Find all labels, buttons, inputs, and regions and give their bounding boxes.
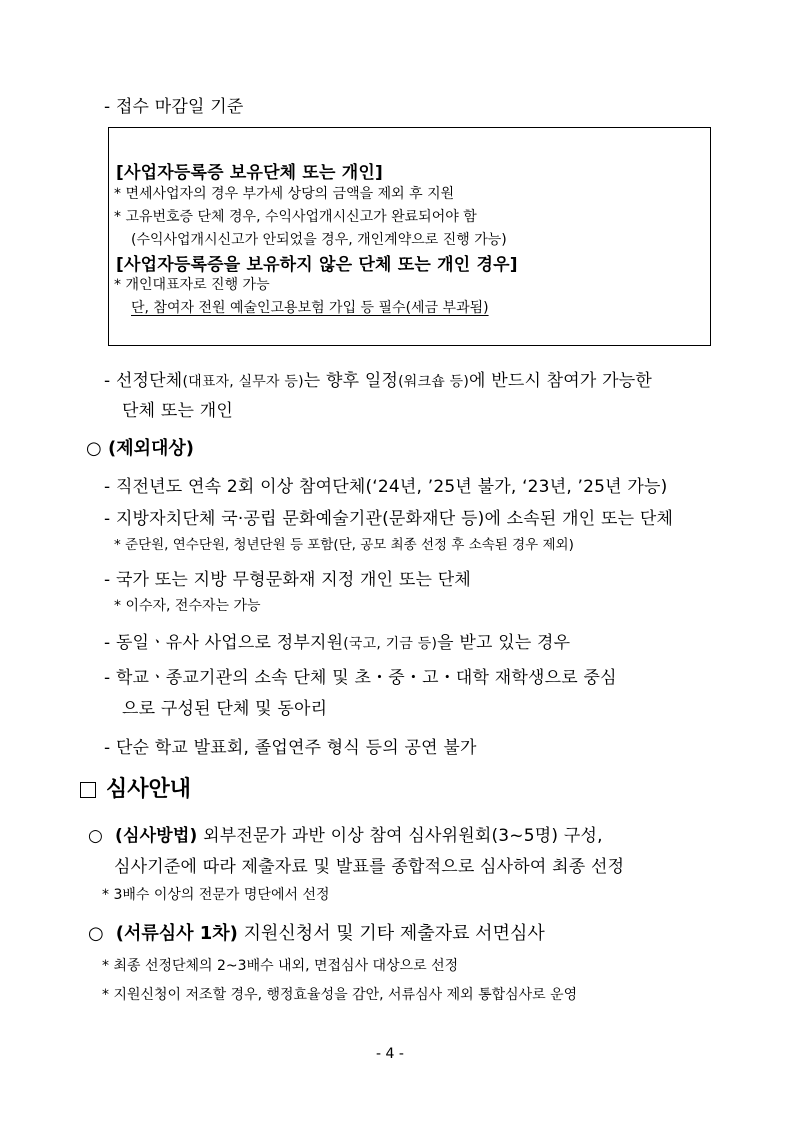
exclusion-note-2: * 준단원, 연수단원, 청년단원 등 포함(단, 공모 최종 선정 후 소속된 경우 제외) — [114, 537, 574, 553]
box-item-3b: 단, 참여자 전원 예술인고용보험 가입 등 필수(세금 부과됨) — [131, 300, 489, 316]
box-item-1: * 면세사업자의 경우 부가세 상당의 금액을 제외 후 지원 — [114, 186, 455, 202]
box-item-2: * 고유번호증 단체 경우, 수익사업개시신고가 완료되어야 함 — [114, 209, 477, 225]
circle-bullet-icon: ○ — [88, 826, 104, 846]
document-review-note-2: * 지원신청이 저조할 경우, 행정효율성을 감안, 서류심사 제외 통합심사로 운영 — [102, 987, 578, 1003]
selected-text-a: - 선정단체 — [104, 371, 183, 391]
selected-text-e: 에 반드시 참여가 가능한 — [468, 371, 653, 391]
review-method-label: (심사방법) — [115, 826, 198, 846]
exclusion-title: ○ (제외대상) — [86, 438, 194, 459]
review-method — [88, 821, 603, 846]
review-method-text: 외부전문가 과반 이상 참여 심사위원회(3~5명) 구성, — [203, 826, 603, 846]
review-title-text: 심사안내 — [106, 777, 192, 802]
exclusion-item-1: - 직전년도 연속 2회 이상 참여단체(‘24년, ’25년 불가, ‘23년, ’25년 가능) — [104, 477, 668, 497]
exclusion-item-5: - 학교ㆍ종교기관의 소속 단체 및 초・중・고・대학 재학생으로 중심 — [104, 668, 617, 688]
selected-line-2: 단체 또는 개인 — [122, 401, 233, 421]
document-review — [88, 919, 545, 945]
exclusion-item-4-a: - 동일ㆍ유사 사업으로 정부지원 — [104, 633, 344, 653]
page-number: - 4 - — [376, 1046, 404, 1062]
exclusion-item-4 — [104, 628, 570, 653]
selected-text-d: (워크숍 등) — [398, 374, 469, 390]
box-item-3: * 개인대표자로 진행 가능 — [114, 277, 270, 293]
box-item-2b: (수익사업개시신고가 안되었을 경우, 개인계약으로 진행 가능) — [131, 232, 507, 248]
exclusion-item-4-c: 을 받고 있는 경우 — [437, 633, 571, 653]
document-review-label: (서류심사 1차) — [115, 923, 238, 944]
review-section-title — [80, 772, 191, 803]
exclusion-note-3: * 이수자, 전수자는 가능 — [114, 598, 261, 614]
exclusion-item-2: - 지방자치단체 국·공립 문화예술기관(문화재단 등)에 소속된 개인 또는 단체 — [104, 509, 674, 529]
review-method-note: * 3배수 이상의 전문가 명단에서 선정 — [102, 887, 330, 903]
box-heading-2: [사업자등록증을 보유하지 않은 단체 또는 개인 경우] — [116, 255, 518, 275]
selected-line-1 — [104, 366, 652, 391]
box-heading-1: [사업자등록증 보유단체 또는 개인] — [116, 163, 384, 183]
review-method-text-2: 심사기준에 따라 제출자료 및 발표를 종합적으로 심사하여 최종 선정 — [114, 857, 625, 877]
document-review-text: 지원신청서 및 기타 제출자료 서면심사 — [243, 923, 545, 944]
exclusion-item-4-b: (국고, 기금 등) — [343, 636, 438, 652]
exclusion-item-3: - 국가 또는 지방 무형문화재 지정 개인 또는 단체 — [104, 570, 471, 590]
document-review-note-1: * 최종 선정단체의 2~3배수 내외, 면접심사 대상으로 선정 — [102, 958, 459, 974]
exclusion-item-5b: 으로 구성된 단체 및 동아리 — [122, 699, 328, 719]
exclusion-item-6: - 단순 학교 발표회, 졸업연주 형식 등의 공연 불가 — [104, 738, 477, 758]
selected-text-c: 는 향후 일정 — [303, 371, 399, 391]
checkbox-square-icon — [80, 782, 96, 798]
circle-bullet-icon: ○ — [88, 923, 104, 944]
selected-text-b: (대표자, 실무자 등) — [182, 374, 304, 390]
receipt-basis: - 접수 마감일 기준 — [104, 97, 244, 117]
